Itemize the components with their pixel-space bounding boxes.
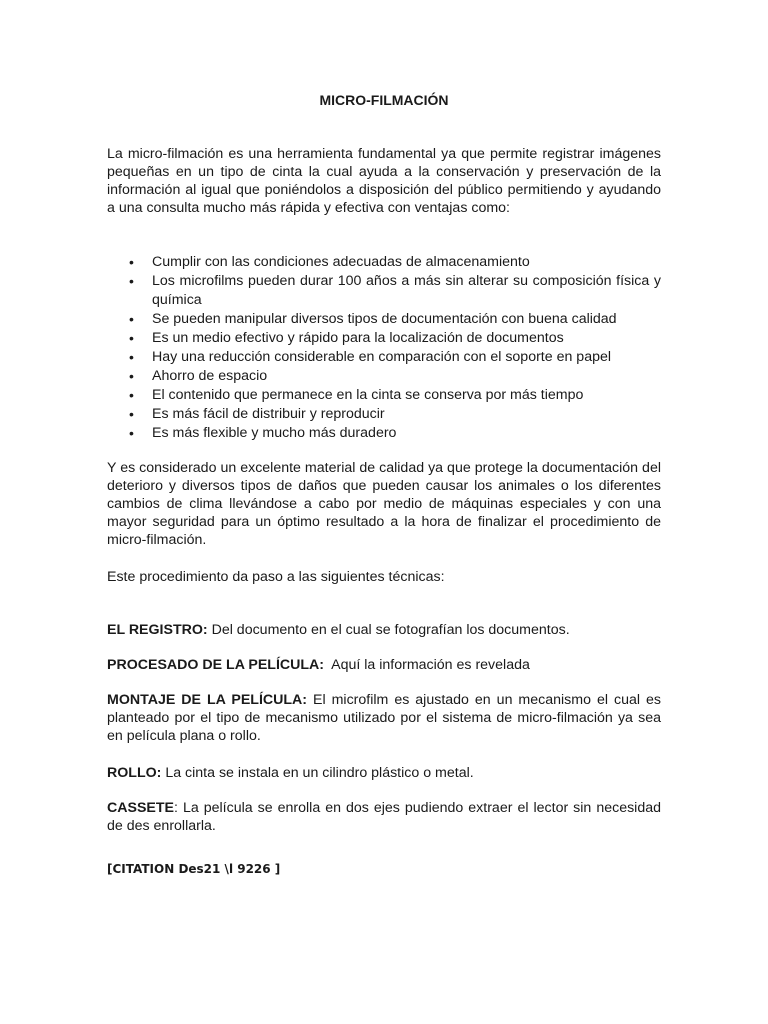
intro-paragraph: La micro-filmación es una herramienta fundamental ya que permite registrar imágenes pequeñas en un tipo de cinta la cual ayuda a la conservación y preservación de la información al igual que poniéndolos a disposición del público permitiendo y ayudando a una consulta mucho más rápida y efectiva con ventajas como: <box>107 146 661 216</box>
list-item <box>107 405 661 424</box>
list-item <box>107 348 661 367</box>
advantages-list <box>107 253 661 443</box>
technique-registro <box>107 621 661 639</box>
list-item <box>107 253 661 272</box>
technique-label: EL REGISTRO: <box>107 622 208 638</box>
bullet-icon: • <box>129 349 134 365</box>
bullet-icon: • <box>129 425 134 441</box>
technique-text: Del documento en el cual se fotografían los documentos. <box>207 622 570 638</box>
technique-procesado <box>107 656 661 674</box>
quality-paragraph: Y es considerado un excelente material de calidad ya que protege la documentación del deterioro y diversos tipos de daños que pueden causar los animales o los diferentes cambios de clima llevándose a cabo por medio de máquinas especiales y con una mayor seguridad para un óptimo resultado a la hora de finalizar el procedimiento de micro-filmación. <box>107 460 661 548</box>
technique-label: PROCESADO DE LA PELÍCULA: <box>107 657 325 673</box>
technique-text: El microfilm es ajustado en un mecanismo el cual es planteado por el tipo de mecanismo utilizado por el sistema de micro-filmación ya sea en película plana o rollo. <box>107 692 661 744</box>
list-item-text: Los microfilms pueden durar 100 años a más sin alterar su composición física y química <box>152 273 661 308</box>
technique-text: : La película se enrolla en dos ejes pudiendo extraer el lector sin necesidad de des enrollarla. <box>107 800 661 834</box>
document-page <box>107 0 661 1024</box>
list-item-text: Es más flexible y mucho más duradero <box>152 425 397 441</box>
list-item-text: Se pueden manipular diversos tipos de documentación con buena calidad <box>152 311 617 327</box>
technique-text: La cinta se instala en un cilindro plástico o metal. <box>161 765 474 781</box>
citation-field: [CITATION Des21 \l 9226 ] <box>107 862 281 876</box>
bullet-icon: • <box>129 368 134 384</box>
list-item-text: Es más fácil de distribuir y reproducir <box>152 406 385 422</box>
bullet-icon: • <box>129 406 134 422</box>
bullet-icon: • <box>129 311 134 327</box>
list-item <box>107 310 661 329</box>
list-item <box>107 272 661 310</box>
technique-label: CASSETE <box>107 800 175 816</box>
bullet-icon: • <box>129 330 134 346</box>
bullet-icon: • <box>129 273 134 289</box>
technique-montaje <box>107 691 661 745</box>
list-item-text: Ahorro de espacio <box>152 368 268 384</box>
technique-label: MONTAJE DE LA PELÍCULA: <box>107 692 308 708</box>
list-item <box>107 424 661 443</box>
list-item-text: Cumplir con las condiciones adecuadas de almacenamiento <box>152 254 530 270</box>
list-item-text: Es un medio efectivo y rápido para la localización de documentos <box>152 330 564 346</box>
bullet-icon: • <box>129 254 134 270</box>
list-item <box>107 367 661 386</box>
document-title: MICRO-FILMACIÓN <box>319 92 449 108</box>
technique-label: ROLLO: <box>107 765 162 781</box>
list-item <box>107 386 661 405</box>
bullet-icon: • <box>129 387 134 403</box>
technique-text: Aquí la información es revelada <box>324 657 530 673</box>
list-item-text: El contenido que permanece en la cinta se conserva por más tiempo <box>152 387 584 403</box>
list-item <box>107 329 661 348</box>
technique-cassete <box>107 799 661 835</box>
technique-rollo <box>107 764 661 782</box>
list-item-text: Hay una reducción considerable en comparación con el soporte en papel <box>152 349 612 365</box>
techniques-intro: Este procedimiento da paso a las siguientes técnicas: <box>107 569 445 585</box>
